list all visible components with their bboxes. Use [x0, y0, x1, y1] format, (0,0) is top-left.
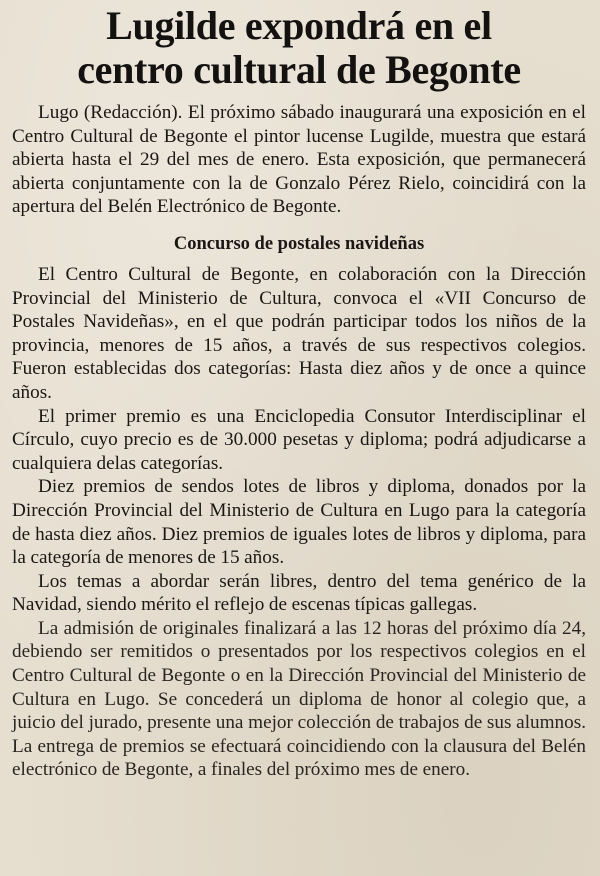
body-paragraph-5: La admisión de originales finalizará a las 12 horas del próximo día 24, debiendo ser remitidos o presentados por los respectivos colegios en el Centro Cultural de Begonte o en la Dirección Provincial del Ministerio de Cultura en Lugo. Se concederá un diploma de honor al colegio que, a juicio del jurado, presente una mejor colección de trabajos de sus alumnos. La entrega de premios se efectuará coincidiendo con la clausura del Belén electrónico de Begonte, a finales del próximo mes de enero.: [12, 617, 586, 781]
headline-line-2: centro cultural de Begonte: [77, 47, 521, 92]
body-paragraph-2: El primer premio es una Enciclopedia Consutor Interdisciplinar el Círculo, cuyo precio es de 30.000 pesetas y diploma; podrá adjudicarse a cualquiera delas categorías.: [12, 405, 586, 474]
body-paragraph-1: El Centro Cultural de Begonte, en colaboración con la Dirección Provincial del Ministerio de Cultura, convoca el «VII Concurso de Postales Navideñas», en el que podrán participar todos los niños de la provincia, menores de 15 años, a través de sus respectivos colegios. Fueron establecidas dos categorías: Hasta diez años y de once a quince años.: [12, 263, 586, 403]
body-paragraph-3: Diez premios de sendos lotes de libros y diploma, donados por la Dirección Provincial del Ministerio de Cultura en Lugo para la categoría de hasta diez años. Diez premios de iguales lotes de libros y diploma, para la categoría de menores de 15 años.: [12, 476, 586, 569]
headline: [12, 4, 586, 92]
headline-line-1: Lugilde expondrá en el: [106, 3, 492, 48]
body-paragraph-4: Los temas a abordar serán libres, dentro del tema genérico de la Navidad, siendo mérito el reflejo de escenas típicas gallegas.: [12, 570, 586, 616]
lead-paragraph: Lugo (Redacción). El próximo sábado inaugurará una exposición en el Centro Cultural de Begonte el pintor lucense Lugilde, muestra que estará abierta hasta el 29 del mes de enero. Esta exposición, que permanecerá abierta conjuntamente con la de Gonzalo Pérez Rielo, coincidirá con la apertura del Belén Electrónico de Begonte.: [12, 102, 586, 218]
subheading: Concurso de postales navideñas: [173, 233, 425, 254]
